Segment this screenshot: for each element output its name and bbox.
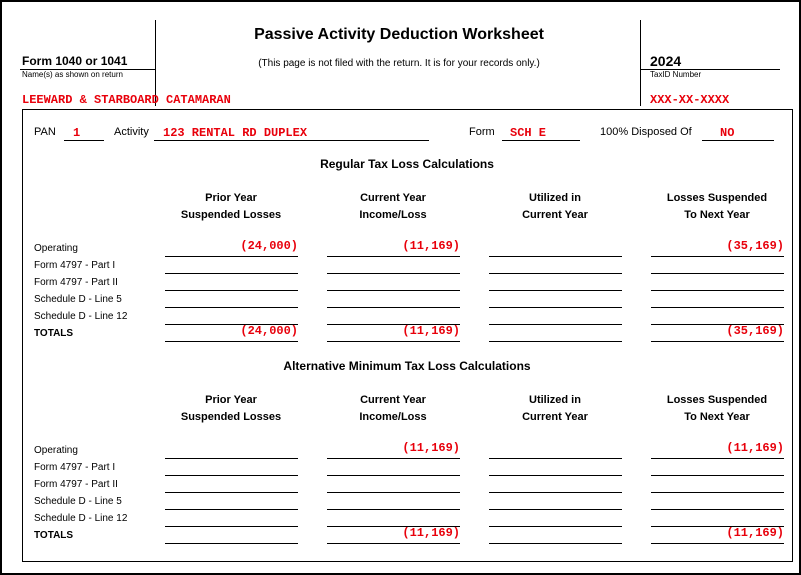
- column-header-line1: Current Year: [360, 394, 426, 406]
- totals-label: TOTALS: [34, 530, 74, 541]
- amount-cell: [165, 512, 298, 527]
- amount-cell: [489, 529, 622, 544]
- activity-box: [22, 109, 793, 562]
- disposed-field-line: [702, 140, 774, 141]
- amount-cell: [165, 495, 298, 510]
- page-subtitle: (This page is not filed with the return. It is for your records only.): [258, 58, 540, 69]
- amount-value: (11,169): [726, 441, 784, 455]
- amount-cell: [489, 444, 622, 459]
- amt-section-title: Alternative Minimum Tax Loss Calculations: [283, 359, 531, 373]
- amount-value: (35,169): [726, 239, 784, 253]
- activity-field-line: [154, 140, 429, 141]
- row-label: Operating: [34, 243, 78, 254]
- pan-value: 1: [73, 126, 81, 140]
- amount-value: (11,169): [402, 441, 460, 455]
- totals-label: TOTALS: [34, 328, 74, 339]
- column-header-line2: To Next Year: [684, 411, 750, 423]
- activity-value: 123 RENTAL RD DUPLEX: [163, 126, 308, 140]
- row-label: Form 4797 - Part I: [34, 260, 116, 271]
- amount-value: (11,169): [402, 239, 460, 253]
- amount-cell: [165, 324, 298, 342]
- column-header-line2: To Next Year: [684, 209, 750, 221]
- amount-cell: [651, 526, 784, 544]
- amount-value: (24,000): [240, 324, 298, 338]
- column-header-line2: Current Year: [522, 411, 588, 423]
- column-header-line1: Losses Suspended: [666, 192, 768, 204]
- amount-cell: [327, 441, 460, 459]
- amount-value: (11,169): [726, 526, 784, 540]
- amount-cell: [327, 461, 460, 476]
- amount-cell: [327, 478, 460, 493]
- activity-label: Activity: [114, 126, 149, 138]
- amount-cell: [651, 293, 784, 308]
- amount-value: (35,169): [726, 324, 784, 338]
- column-header-line2: Suspended Losses: [180, 209, 282, 221]
- amount-cell: [165, 478, 298, 493]
- column-header-line1: Losses Suspended: [666, 394, 768, 406]
- amount-cell: [165, 293, 298, 308]
- amount-cell: [327, 239, 460, 257]
- amount-cell: [165, 259, 298, 274]
- column-header: [323, 392, 463, 426]
- taxpayer-name: LEEWARD & STARBOARD CATAMARAN: [22, 93, 231, 107]
- amount-cell: [165, 310, 298, 325]
- row-label: Form 4797 - Part II: [34, 479, 118, 490]
- amount-cell: [651, 512, 784, 527]
- amount-value: (24,000): [240, 239, 298, 253]
- column-header: [647, 190, 787, 224]
- pan-field-line: [64, 140, 104, 141]
- column-header: [485, 392, 625, 426]
- amount-cell: [327, 293, 460, 308]
- amount-cell: [489, 495, 622, 510]
- amount-cell: [651, 310, 784, 325]
- amount-cell: [651, 259, 784, 274]
- amount-cell: [165, 239, 298, 257]
- amount-cell: [489, 293, 622, 308]
- row-label: Operating: [34, 445, 78, 456]
- pan-label: PAN: [34, 126, 56, 138]
- column-header: [161, 190, 301, 224]
- amount-value: (11,169): [402, 324, 460, 338]
- amount-cell: [327, 526, 460, 544]
- form-field-line: [502, 140, 580, 141]
- column-header-line1: Current Year: [360, 192, 426, 204]
- column-header-line1: Utilized in: [529, 394, 581, 406]
- amount-cell: [651, 324, 784, 342]
- amount-cell: [651, 478, 784, 493]
- amount-cell: [165, 529, 298, 544]
- amount-cell: [489, 259, 622, 274]
- form-label: Form: [469, 126, 495, 138]
- row-label: Form 4797 - Part I: [34, 462, 116, 473]
- column-header: [485, 190, 625, 224]
- amount-cell: [327, 324, 460, 342]
- column-header: [647, 392, 787, 426]
- amount-cell: [651, 495, 784, 510]
- names-label: Name(s) as shown on return: [22, 70, 123, 79]
- disposed-label: 100% Disposed Of: [600, 126, 692, 138]
- row-label: Schedule D - Line 12: [34, 513, 128, 524]
- form-id: Form 1040 or 1041: [22, 54, 128, 68]
- column-header-line1: Utilized in: [529, 192, 581, 204]
- amount-cell: [651, 239, 784, 257]
- form-value: SCH E: [510, 126, 547, 140]
- column-header: [161, 392, 301, 426]
- taxid-label: TaxID Number: [650, 70, 702, 79]
- amount-cell: [489, 276, 622, 291]
- column-header-line2: Current Year: [522, 209, 588, 221]
- amount-cell: [651, 441, 784, 459]
- amount-cell: [327, 495, 460, 510]
- row-label: Schedule D - Line 5: [34, 294, 122, 305]
- disposed-value: NO: [720, 126, 735, 140]
- amount-cell: [489, 327, 622, 342]
- column-header-line2: Income/Loss: [359, 209, 427, 221]
- amount-cell: [489, 242, 622, 257]
- amount-cell: [489, 512, 622, 527]
- column-header: [323, 190, 463, 224]
- amount-cell: [327, 512, 460, 527]
- amount-cell: [489, 478, 622, 493]
- row-label: Schedule D - Line 5: [34, 496, 122, 507]
- amount-value: (11,169): [402, 526, 460, 540]
- row-label: Form 4797 - Part II: [34, 277, 118, 288]
- amount-cell: [651, 276, 784, 291]
- amount-cell: [165, 461, 298, 476]
- regular-section-title: Regular Tax Loss Calculations: [320, 157, 494, 171]
- amount-cell: [327, 276, 460, 291]
- row-label: Schedule D - Line 12: [34, 311, 128, 322]
- amount-cell: [489, 310, 622, 325]
- amount-cell: [165, 444, 298, 459]
- taxid-value: XXX-XX-XXXX: [650, 93, 730, 107]
- amount-cell: [327, 259, 460, 274]
- page-title: Passive Activity Deduction Worksheet: [254, 26, 544, 43]
- tax-year: 2024: [650, 53, 682, 69]
- column-header-line2: Suspended Losses: [180, 411, 282, 423]
- amount-cell: [165, 276, 298, 291]
- column-header-line2: Income/Loss: [359, 411, 427, 423]
- amount-cell: [651, 461, 784, 476]
- amount-cell: [489, 461, 622, 476]
- amount-cell: [327, 310, 460, 325]
- column-header-line1: Prior Year: [205, 394, 257, 406]
- column-header-line1: Prior Year: [205, 192, 257, 204]
